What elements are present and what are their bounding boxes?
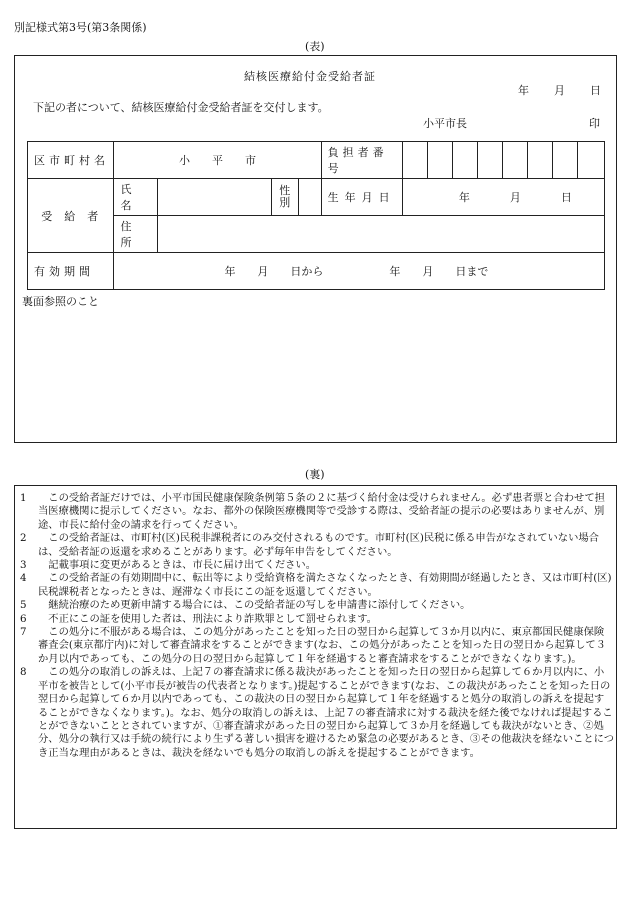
address-field[interactable]	[158, 216, 605, 253]
back-section-label: (裏)	[305, 468, 325, 481]
see-reverse-note: 裏面参照のこと	[22, 295, 99, 308]
validity-label: 有効期間	[28, 253, 114, 290]
sex-field[interactable]	[298, 179, 321, 216]
dob-field[interactable]	[402, 179, 604, 216]
list-item: 6 不正にこの証を使用した者は、刑法により詐欺罪として罰せられます。	[20, 612, 377, 625]
intro-text: 下記の者について、結核医療給付金受給者証を交付します。	[33, 101, 329, 114]
payer-number-digit[interactable]	[477, 142, 502, 179]
list-item: 7 この処分に不服がある場合は、この処分があったことを知った日の翌日から起算して３か月以内に、東京都国民健康保険審査会(東京都庁内)に対して審査請求をすることができます(なお、この処分があったことを知った日の翌日から起算して３か月以内であっても、この処分の日の翌日から起算して１年を経過すると審査請求をすることができなくなります。)。	[20, 626, 606, 665]
name-label: 氏名	[114, 179, 158, 216]
payer-number-digit[interactable]	[402, 142, 427, 179]
address-label: 住所	[114, 216, 158, 253]
list-item: 3 記載事項に変更があるときは、市長に届け出てください。	[20, 559, 317, 572]
payer-number-digit[interactable]	[552, 142, 577, 179]
dob-label: 生年月日	[321, 179, 402, 216]
list-item: 1 この受給者証だけでは、小平市国民健康保険条例第５条の２に基づく給付金は受けられません。必ず患者票と合わせて担当医療機関に提示してください。なお、都外の保険医療機関等で受診する際は、受給者証の提示の必要はありませんが、別途、市長に給付金の請求を行ってください。	[20, 492, 605, 531]
front-section-label: (表)	[305, 40, 325, 53]
dob-month: 月	[509, 191, 521, 204]
issue-date-year: 年	[518, 84, 529, 97]
payer-number-digit[interactable]	[527, 142, 552, 179]
municipality-value: 小 平 市	[114, 142, 321, 179]
notes-list	[20, 492, 614, 760]
certificate-title: 結核医療給付金受給者証	[244, 70, 376, 83]
list-item: 4 この受給者証の有効期間中に、転出等により受給資格を満たさなくなったとき、有効期間が経過したとき、又は市町村(区)民税課税者となったときは、遅滞なく市長にこの証を返還してください。	[20, 572, 612, 598]
list-item: 8 この処分の取消しの訴えは、上記７の審査請求に係る裁決があったことを知った日の翌日から起算して６か月以内に、小平市を被告として(小平市長が被告の代表者となります。)提起することができます(なお、この裁決があったことを知った日の翌日から起算して６か月以内であっても、この裁決の日の翌日から起算して１年を経過すると処分の取消しの訴えを提起することができなくなります。)。なお、処分の取消しの訴えは、上記７の審査請求に対する裁決を経た後でなければ提起することができないこととされていますが、①審査請求があった日の翌日から起算して３か月を経過しても裁決がないとき、②処分、処分の執行又は手続の続行により生ずる著しい損害を避けるため緊急の必要があるとき、③その他裁決を経ないことにつき正当な理由があるときは、裁決を経ないでも処分の取消しの訴えを提起することができます。	[20, 666, 615, 759]
sex-label: 性別	[271, 179, 298, 216]
issue-date-month: 月	[554, 84, 565, 97]
recipient-table	[27, 141, 605, 290]
payer-number-digit[interactable]	[427, 142, 452, 179]
payer-number-digit[interactable]	[502, 142, 527, 179]
payer-number-digit[interactable]	[452, 142, 477, 179]
recipient-label: 受給者	[28, 179, 114, 253]
list-item: 2 この受給者証は、市町村(区)民税非課税者にのみ交付されるものです。市町村(区)民税に係る申告がなされていない場合は、受給者証の返還を求めることがあります。必ず毎年申告をしてください。	[20, 532, 599, 558]
municipality-label: 区市町村名	[28, 142, 114, 179]
validity-value: 年 月 日から 年 月 日まで	[114, 253, 605, 290]
list-item: 5 継続治療のため更新申請する場合には、この受給者証の写しを申請書に添付してください。	[20, 599, 471, 612]
issue-date-day: 日	[590, 84, 601, 97]
payer-number-digit[interactable]	[577, 142, 604, 179]
payer-number-label: 負担者番号	[321, 142, 402, 179]
name-field[interactable]	[158, 179, 272, 216]
dob-year: 年	[458, 191, 470, 204]
form-id-label: 別記様式第3号(第3条関係)	[14, 21, 147, 34]
issuer-name: 小平市長	[423, 117, 467, 130]
dob-day: 日	[560, 191, 572, 204]
seal-mark: 印	[589, 117, 600, 130]
